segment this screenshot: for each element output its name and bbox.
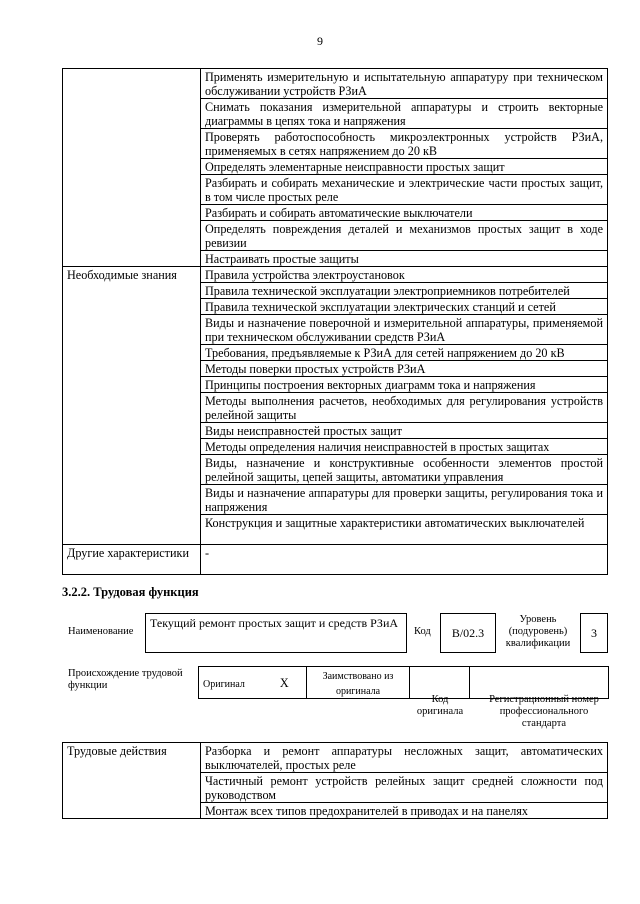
other-characteristics-value: - [201, 545, 608, 575]
knowledge-item: Правила устройства электроустановок [201, 267, 608, 283]
original-label-cell [199, 667, 263, 699]
original-label: Оригинал [203, 678, 245, 690]
competency-table [62, 68, 608, 575]
knowledge-item: Принципы построения векторных диаграмм тока и напряжения [201, 377, 608, 393]
action-item: Монтаж всех типов предохранителей в приводах и на панелях [201, 803, 608, 819]
original-mark-cell [263, 667, 307, 699]
knowledge-item: Виды и назначение поверочной и измерительной аппаратуры, применяемой при техническом обслуживании средств РЗиА [201, 315, 608, 345]
knowledge-item: Виды, назначение и конструктивные особенности элементов простой релейной защиты, цепей защиты, автоматики управления [201, 455, 608, 485]
page-number: 9 [317, 34, 323, 48]
knowledge-item: Правила технической эксплуатации электрических станций и сетей [201, 299, 608, 315]
borrowed-label: Заимствовано из оригинала [322, 671, 394, 697]
labor-actions-table [62, 742, 608, 819]
skill-item: Применять измерительную и испытательную аппаратуру при техническом обслуживании устройств РЗиА [201, 69, 608, 99]
section-title: 3.2.2. Трудовая функция [62, 585, 199, 599]
knowledge-item: Конструкция и защитные характеристики автоматических выключателей [201, 515, 608, 545]
code-value: B/02.3 [451, 626, 485, 640]
knowledge-item: Методы определения наличия неисправностей в простых защитах [201, 439, 608, 455]
knowledge-item: Правила технической эксплуатации электроприемников потребителей [201, 283, 608, 299]
name-value: Текущий ремонт простых защит и средств РЗиА [150, 616, 399, 630]
skill-item: Настраивать простые защиты [201, 251, 608, 267]
original-mark: X [279, 676, 289, 690]
knowledge-item: Методы поверки простых устройств РЗиА [201, 361, 608, 377]
code-original-label: Код оригинала [416, 694, 464, 717]
level-value: 3 [591, 626, 597, 640]
origin-label: Происхождение трудовой функции [68, 668, 183, 691]
action-item: Разборка и ремонт аппаратуры несложных защит, автоматических выключателей, простых реле [201, 743, 608, 773]
knowledge-label: Необходимые знания [63, 267, 201, 545]
actions-label: Трудовые действия [63, 743, 201, 819]
skill-item: Разбирать и собирать механические и электрические части простых защит, в том числе простых реле [201, 175, 608, 205]
borrowed-cell [307, 667, 410, 699]
skills-label-cell [63, 69, 201, 267]
skill-item: Снимать показания измерительной аппаратуры и строить векторные диаграммы в цепях тока и напряжения [201, 99, 608, 129]
skill-item: Определять повреждения деталей и механизмов простых защит в ходе ревизии [201, 221, 608, 251]
reg-number-label: Регистрационный номер профессионального стандарта [489, 694, 599, 729]
knowledge-item: Виды неисправностей простых защит [201, 423, 608, 439]
name-label: Наименование [68, 626, 134, 637]
knowledge-item: Методы выполнения расчетов, необходимых для регулирования устройств релейной защиты [201, 393, 608, 423]
action-item: Частичный ремонт устройств релейных защит средней сложности под руководством [201, 773, 608, 803]
knowledge-item: Виды и назначение аппаратуры для проверки защиты, регулирования тока и напряжения [201, 485, 608, 515]
knowledge-item: Требования, предъявляемые к РЗиА для сетей напряжением до 20 кВ [201, 345, 608, 361]
other-characteristics-label: Другие характеристики [63, 545, 201, 575]
level-label: Уровень (подуровень) квалификации [505, 614, 571, 649]
skill-item: Проверять работоспособность микроэлектронных устройств РЗиА, применяемых в сетях напряжением до 20 кВ [201, 129, 608, 159]
skill-item: Разбирать и собирать автоматические выключатели [201, 205, 608, 221]
code-label: Код [414, 626, 431, 637]
skill-item: Определять элементарные неисправности простых защит [201, 159, 608, 175]
